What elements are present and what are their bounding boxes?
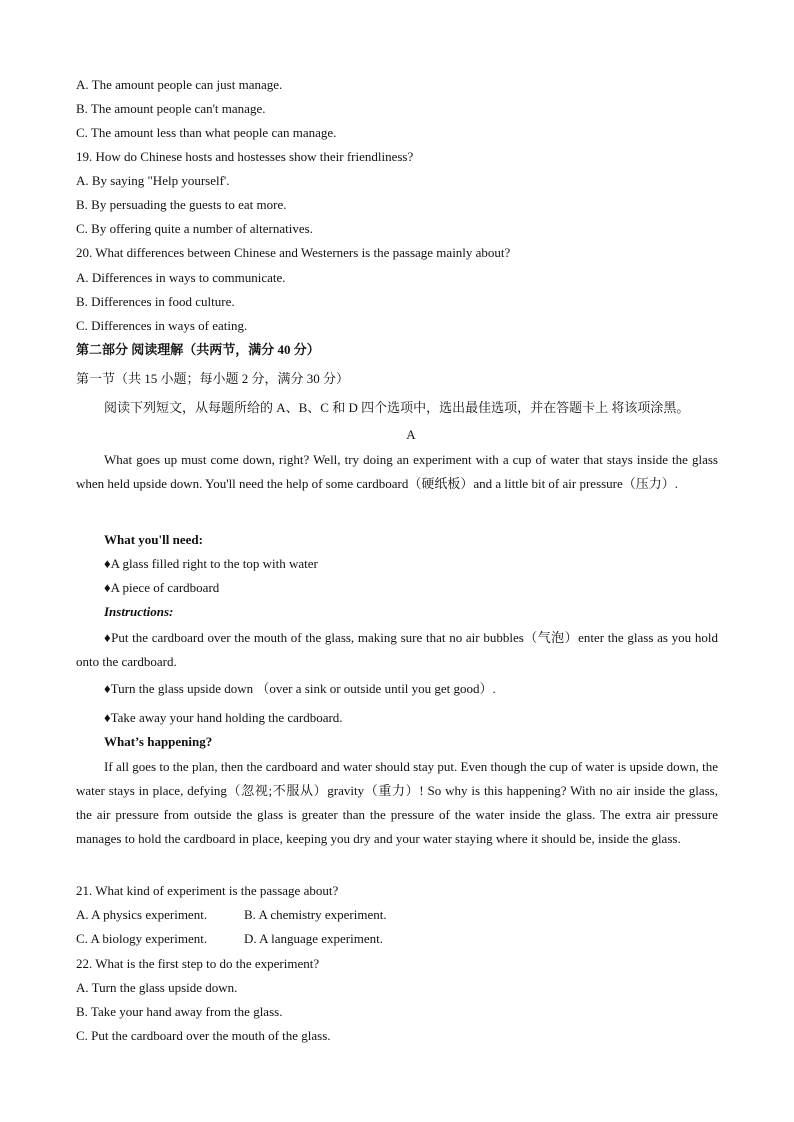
q21-option-d: D. A language experiment.	[244, 931, 383, 946]
q18-option-a: A. The amount people can just manage.	[76, 77, 283, 92]
q21-option-a: A. A physics experiment.	[76, 907, 208, 922]
q22-option-c: C. Put the cardboard over the mouth of the glass.	[76, 1028, 331, 1043]
part2-heading: 第二部分 阅读理解（共两节，满分 40 分）	[76, 342, 320, 357]
instructions-heading: Instructions:	[104, 604, 174, 619]
instruction-step-2: ♦Turn the glass upside down （over a sink or outside until you get good）.	[104, 681, 496, 696]
happening-paragraph: If all goes to the plan, then the cardboard and water should stay put. Even though the cup of water is upside down, the water stays in place, defying（忽视;不服从）gravity（重力）! So why is this happening? With no air inside the glass, the air pressure from outside the glass is greater than the pressure of the water inside the glass. The extra air pressure manages to hold the cardboard in place, keeping you dry and your water staying where it should be, inside the glass.	[76, 759, 718, 846]
q19-option-a: A. By saying "Help yourself'.	[76, 173, 230, 188]
q18-option-b: B. The amount people can't manage.	[76, 101, 266, 116]
need-heading: What you'll need:	[104, 532, 203, 547]
happening-heading: What’s happening?	[104, 734, 213, 749]
section1-heading: 第一节（共 15 小题；每小题 2 分，满分 30 分）	[76, 371, 350, 386]
q21-options-row-1	[76, 907, 718, 923]
q22-option-b: B. Take your hand away from the glass.	[76, 1004, 283, 1019]
instruction-step-1: ♦Put the cardboard over the mouth of the glass, making sure that no air bubbles（气泡）enter the glass as you hold onto the cardboard.	[76, 630, 718, 669]
q20-option-c: C. Differences in ways of eating.	[76, 318, 248, 333]
q19-question: 19. How do Chinese hosts and hostesses show their friendliness?	[76, 149, 414, 164]
q22-option-a: A. Turn the glass upside down.	[76, 980, 238, 995]
q21-option-b: B. A chemistry experiment.	[244, 907, 387, 922]
q18-option-c: C. The amount less than what people can manage.	[76, 125, 337, 140]
section-instructions: 阅读下列短文，从每题所给的 A、B、C 和 D 四个选项中，选出最佳选项，并在答题卡上 将该项涂黑。	[104, 400, 690, 415]
need-item-cardboard: ♦A piece of cardboard	[104, 580, 220, 595]
instruction-step-3: ♦Take away your hand holding the cardboard.	[104, 710, 343, 725]
q21-options-row-2	[76, 931, 718, 947]
need-item-glass: ♦A glass filled right to the top with water	[104, 556, 318, 571]
q21-question: 21. What kind of experiment is the passage about?	[76, 883, 339, 898]
q19-option-b: B. By persuading the guests to eat more.	[76, 197, 287, 212]
q20-question: 20. What differences between Chinese and Westerners is the passage mainly about?	[76, 245, 511, 260]
q20-option-b: B. Differences in food culture.	[76, 294, 235, 309]
q19-option-c: C. By offering quite a number of alternatives.	[76, 221, 313, 236]
q22-question: 22. What is the first step to do the experiment?	[76, 956, 320, 971]
q20-option-a: A. Differences in ways to communicate.	[76, 270, 286, 285]
passage-label: A	[406, 427, 416, 442]
intro-paragraph: What goes up must come down, right? Well, try doing an experiment with a cup of water that stays inside the glass when held upside down. You'll need the help of some cardboard（硬纸板）and a little bit of air pressure（压力）.	[76, 452, 718, 491]
q21-option-c: C. A biology experiment.	[76, 931, 208, 946]
